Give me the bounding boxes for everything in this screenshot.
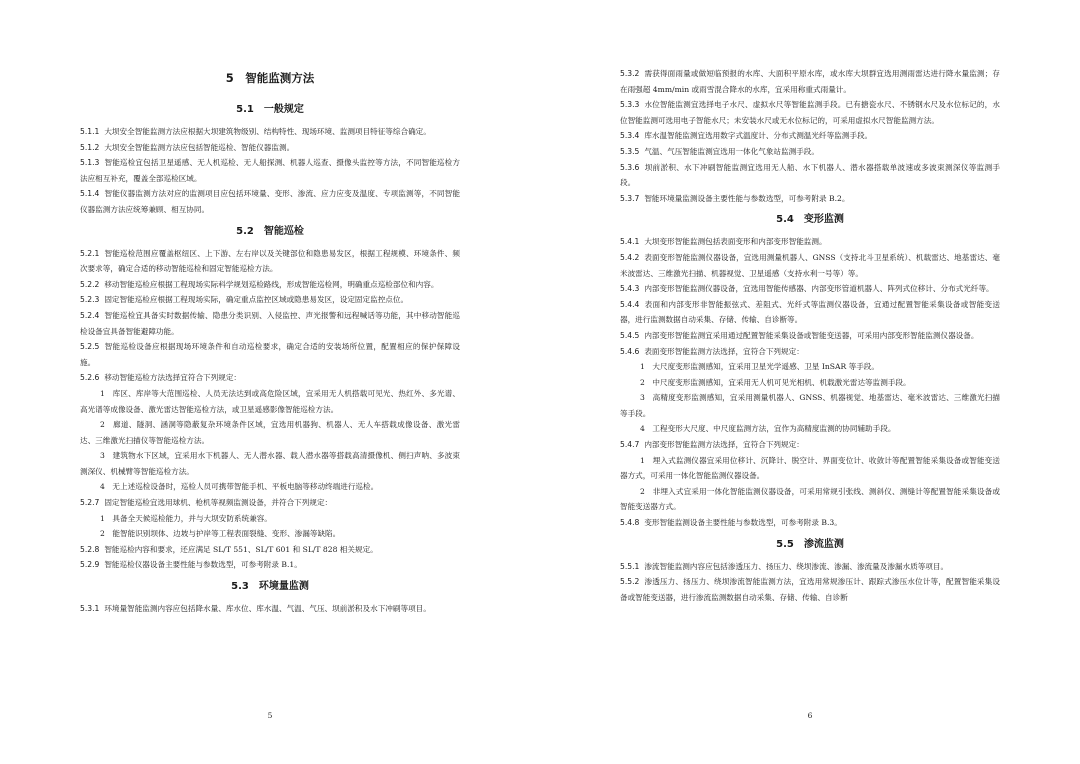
clause-text: 智能巡检内容和要求，还应满足 SL/T 551、SL/T 601 和 SL/T 828 相关规定。 — [104, 544, 378, 554]
clause-paragraph — [80, 542, 460, 558]
clause-text: 固定智能巡检宜选用球机、枪机等视频监测设备，并符合下列规定： — [104, 498, 333, 508]
clause-number: 5.2.8 — [80, 544, 100, 554]
clause-paragraph — [80, 370, 460, 386]
clause-text: 渗流智能监测内容应包括渗透压力、扬压力、绕坝渗流、渗漏、渗流量及渗漏水质等项目。 — [644, 561, 949, 571]
list-item: 2 中尺度变形监测感知，宜采用无人机可见光相机、机载激光雷达等监测手段。 — [640, 377, 911, 387]
clause-text: 智能巡检宜具备实时数据传输、隐患分类识别、入侵监控、声光报警和远程喊话等功能，其中移动智能巡检设备宜具备智能避障功能。 — [80, 310, 460, 336]
section-heading: 5.4 变形监测 — [776, 214, 844, 226]
clause-text: 固定智能巡检应根据工程现场实际，确定重点监控区域或隐患易发区，设定固定监控点位。 — [104, 295, 409, 305]
left-content — [80, 100, 460, 617]
clause-paragraph — [620, 66, 1000, 97]
clause-number: 5.1.1 — [80, 127, 100, 136]
clause-text: 智能仪器监测方法对应的监测项目应包括环境量、变形、渗流、应力应变及温度、专项监测等，不同智能仪器监测方法应统筹兼顾、相互协同。 — [80, 189, 460, 214]
list-item: 1 埋入式监测仪器宜采用位移计、沉降计、脱空计、界面变位计、收敛计等配置智能采集设备或智能变送器方式，可采用一体化智能监测仪器设备。 — [620, 455, 1000, 481]
clause-number: 5.3.4 — [620, 131, 640, 141]
clause-paragraph — [80, 601, 460, 617]
clause-text: 智能巡检仪器设备主要性能与参数选型，可参考附录 B.1。 — [104, 560, 302, 570]
clause-number: 5.4.4 — [620, 299, 640, 309]
clause-text: 智能巡检设备应根据现场环境条件和自动巡检要求，确定合适的安装场所位置，配置相应的保护保障设施。 — [80, 342, 460, 367]
list-item: 2 廊道、隧洞、涵洞等隐蔽复杂环境条件区域，宜选用机器狗、机器人、无人车搭载成像设备、激光雷达、三维激光扫描仪等智能巡检方法。 — [80, 420, 460, 445]
clause-number: 5.3.1 — [80, 604, 100, 614]
clause-number: 5.4.8 — [620, 518, 640, 528]
clause-paragraph — [620, 250, 1000, 281]
clause-number: 5.4.5 — [620, 330, 640, 340]
clause-paragraph — [620, 559, 1000, 575]
clause-number: 5.3.7 — [620, 193, 640, 203]
clause-text: 渗透压力、扬压力、绕坝渗流智能监测方法，宜选用常规渗压计、跟踪式渗压水位计等，配置智能采集设备或智能变送器，进行渗流监测数据自动采集、存储、传输、自诊断 — [620, 577, 1000, 602]
clause-paragraph — [80, 308, 460, 339]
clause-text: 大坝安全智能监测方法应包括智能巡检、智能仪器监测。 — [104, 142, 295, 152]
clause-paragraph — [80, 339, 460, 370]
clause-paragraph — [620, 515, 1000, 531]
clause-text: 坝前淤积、水下冲刷智能监测宜选用无人船、水下机器人、潜水器搭载单波速或多波束测深仪等监测手段。 — [620, 162, 1000, 188]
list-item: 1 具备全天候巡检能力，并与大坝安防系统兼容。 — [100, 513, 272, 523]
clause-number: 5.3.5 — [620, 146, 640, 156]
clause-number: 5.2.7 — [80, 498, 100, 508]
list-item: 1 大尺度变形监测感知，宜采用卫星光学遥感、卫星 InSAR 等手段。 — [640, 362, 879, 372]
list-item: 2 非埋入式宜采用一体化智能监测仪器设备，可采用常规引张线、测斜仪、测缝计等配置智能采集设备或智能变送器方式。 — [620, 486, 1000, 512]
clause-text: 库水温智能监测宜选用数字式温度计、分布式测温光纤等监测手段。 — [644, 131, 873, 141]
clause-paragraph — [620, 574, 1000, 605]
list-item: 4 工程变形大尺度、中尺度监测方法，宜作为高精度监测的协同辅助手段。 — [640, 424, 896, 434]
page-number-left: 5 — [267, 711, 273, 720]
clause-number: 5.2.2 — [80, 279, 100, 289]
clause-number: 5.2.6 — [80, 373, 100, 383]
clause-text: 内部变形智能监测方法选择，宜符合下列规定： — [644, 440, 804, 450]
clause-number: 5.1.4 — [80, 189, 100, 199]
clause-paragraph — [620, 328, 1000, 344]
clause-text: 气温、气压智能监测宜选用一体化气象站监测手段。 — [644, 146, 819, 156]
clause-paragraph — [80, 292, 460, 308]
clause-paragraph — [620, 297, 1000, 328]
page-right — [540, 0, 1080, 764]
list-item: 3 建筑物水下区域，宜采用水下机器人、无人潜水器、载人潜水器等搭载高清摄像机、侧扫声呐、多波束测深仪、机械臂等智能巡检方法。 — [80, 451, 460, 476]
section-heading: 5.5 渗流监测 — [776, 538, 844, 550]
clause-number: 5.5.1 — [620, 561, 640, 571]
clause-text: 内部变形智能监测仪器设备，宜选用智能传感器、内部变形管道机器人、阵列式位移计、分布式光纤等。 — [644, 284, 994, 294]
clause-paragraph — [620, 144, 1000, 160]
page-number-right: 6 — [807, 711, 813, 720]
list-item: 4 无上述巡检设备时，巡检人员可携带智能手机、平板电脑等移动终端进行巡检。 — [100, 482, 379, 492]
clause-number: 5.4.7 — [620, 440, 640, 450]
clause-number: 5.4.1 — [620, 237, 640, 247]
clause-number: 5.4.2 — [620, 252, 640, 262]
section-heading: 5.1 一般规定 — [236, 104, 304, 115]
clause-paragraph — [620, 281, 1000, 297]
clause-text: 智能巡检宜包括卫星遥感、无人机巡检、无人船探测、机器人巡查、摄像头监控等方法，不同智能巡检方法应相互补充，覆盖全部巡检区域。 — [80, 158, 460, 183]
clause-paragraph — [620, 234, 1000, 250]
clause-text: 表面变形智能监测仪器设备，宜选用测量机器人、GNSS（支持北斗卫星系统）、机载雷达、地基雷达、毫米波雷达、三维激光扫描、机器视觉、卫星遥感（支持水利一号等）等。 — [620, 252, 1000, 278]
clause-paragraph — [80, 246, 460, 277]
clause-number: 5.2.1 — [80, 248, 100, 258]
clause-text: 智能环境量监测设备主要性能与参数选型，可参考附录 B.2。 — [644, 193, 850, 203]
clause-paragraph — [80, 557, 460, 573]
clause-number: 5.2.4 — [80, 310, 100, 320]
clause-paragraph — [620, 128, 1000, 144]
clause-paragraph — [80, 140, 460, 156]
clause-paragraph — [620, 97, 1000, 128]
list-item: 1 库区、库岸等大范围巡检、人员无法达到或高危险区域，宜采用无人机搭载可见光、热红外、多光谱、高光谱等成像设备、激光雷达智能巡检方法，或卫星遥感影像智能巡检方法。 — [80, 388, 460, 414]
chapter-title: 5 智能监测方法 — [225, 71, 315, 85]
clause-number: 5.4.3 — [620, 284, 640, 294]
clause-paragraph — [620, 160, 1000, 191]
clause-number: 5.1.3 — [80, 158, 100, 168]
clause-number: 5.3.3 — [620, 100, 640, 110]
clause-number: 5.2.3 — [80, 295, 100, 305]
clause-paragraph — [80, 155, 460, 186]
list-item: 2 能智能识别坝体、边坡与护岸等工程表面裂缝、变形、渗漏等缺陷。 — [100, 529, 341, 539]
clause-text: 大坝安全智能监测方法应根据大坝建筑物级别、结构特性、现场环境、监测项目特征等综合确定。 — [104, 127, 431, 136]
clause-paragraph — [620, 344, 1000, 360]
clause-text: 移动智能巡检应根据工程现场实际科学规划巡检路线，形成智能巡检网，明确重点巡检部位和内容。 — [104, 279, 439, 289]
clause-number: 5.1.2 — [80, 142, 100, 152]
clause-number: 5.3.2 — [620, 69, 640, 78]
clause-text: 移动智能巡检方法选择宜符合下列规定： — [104, 373, 242, 383]
clause-paragraph — [80, 277, 460, 293]
right-content — [620, 66, 1000, 605]
left-column — [80, 70, 460, 617]
clause-text: 大坝变形智能监测包括表面变形和内部变形智能监测。 — [644, 237, 827, 247]
clause-paragraph — [620, 191, 1000, 207]
clause-number: 5.5.2 — [620, 577, 640, 587]
clause-number: 5.2.9 — [80, 560, 100, 570]
clause-text: 表面和内部变形非智能振弦式、差阻式、光纤式等监测仪器设备，宜通过配置智能采集设备或智能变送器，进行监测数据自动采集、存储、传输、自诊断等。 — [620, 299, 1000, 325]
clause-paragraph — [80, 124, 460, 140]
right-column — [620, 66, 1000, 605]
clause-number: 5.2.5 — [80, 342, 100, 352]
section-heading: 5.3 环境量监测 — [231, 581, 309, 593]
clause-text: 表面变形智能监测方法选择，宜符合下列规定： — [644, 346, 804, 356]
clause-text: 内部变形智能监测宜采用通过配置智能采集设备或智能变送器，可采用内部变形智能监测仪器设备。 — [644, 330, 979, 340]
clause-text: 需获得面雨量或做短临预报的水库、大面积平原水库，或水库大坝群宜选用测雨雷达进行降水量监测；存在雨强超 4mm/min 或雨雪混合降水的水库，宜采用称重式雨量计。 — [620, 69, 1000, 94]
clause-text: 智能巡检范围应覆盖枢纽区、上下游、左右岸以及关键部位和隐患易发区，根据工程规模、环境条件、频次要求等，确定合适的移动智能巡检和固定智能巡检方法。 — [80, 248, 460, 274]
list-item: 3 高精度变形监测感知，宜采用测量机器人、GNSS、机器视觉、地基雷达、毫米波雷达、三维激光扫描等手段。 — [620, 393, 1000, 418]
clause-text: 水位智能监测宜选择电子水尺、虚拟水尺等智能监测手段。已有搪瓷水尺、不锈钢水尺及水位标记的，水位智能监测可选用电子智能水尺；未安装水尺或无水位标记的，可采用虚拟水尺智能监测方法。 — [620, 100, 1000, 125]
clause-number: 5.4.6 — [620, 346, 640, 356]
section-heading: 5.2 智能巡检 — [236, 225, 304, 237]
clause-paragraph — [80, 495, 460, 511]
clause-paragraph — [80, 186, 460, 217]
clause-text: 环境量智能监测内容应包括降水量、库水位、库水温、气温、气压、坝前淤积及水下冲刷等项目。 — [104, 604, 431, 614]
clause-number: 5.3.6 — [620, 162, 640, 172]
clause-paragraph — [620, 437, 1000, 453]
clause-text: 变形智能监测设备主要性能与参数选型，可参考附录 B.3。 — [644, 518, 842, 528]
